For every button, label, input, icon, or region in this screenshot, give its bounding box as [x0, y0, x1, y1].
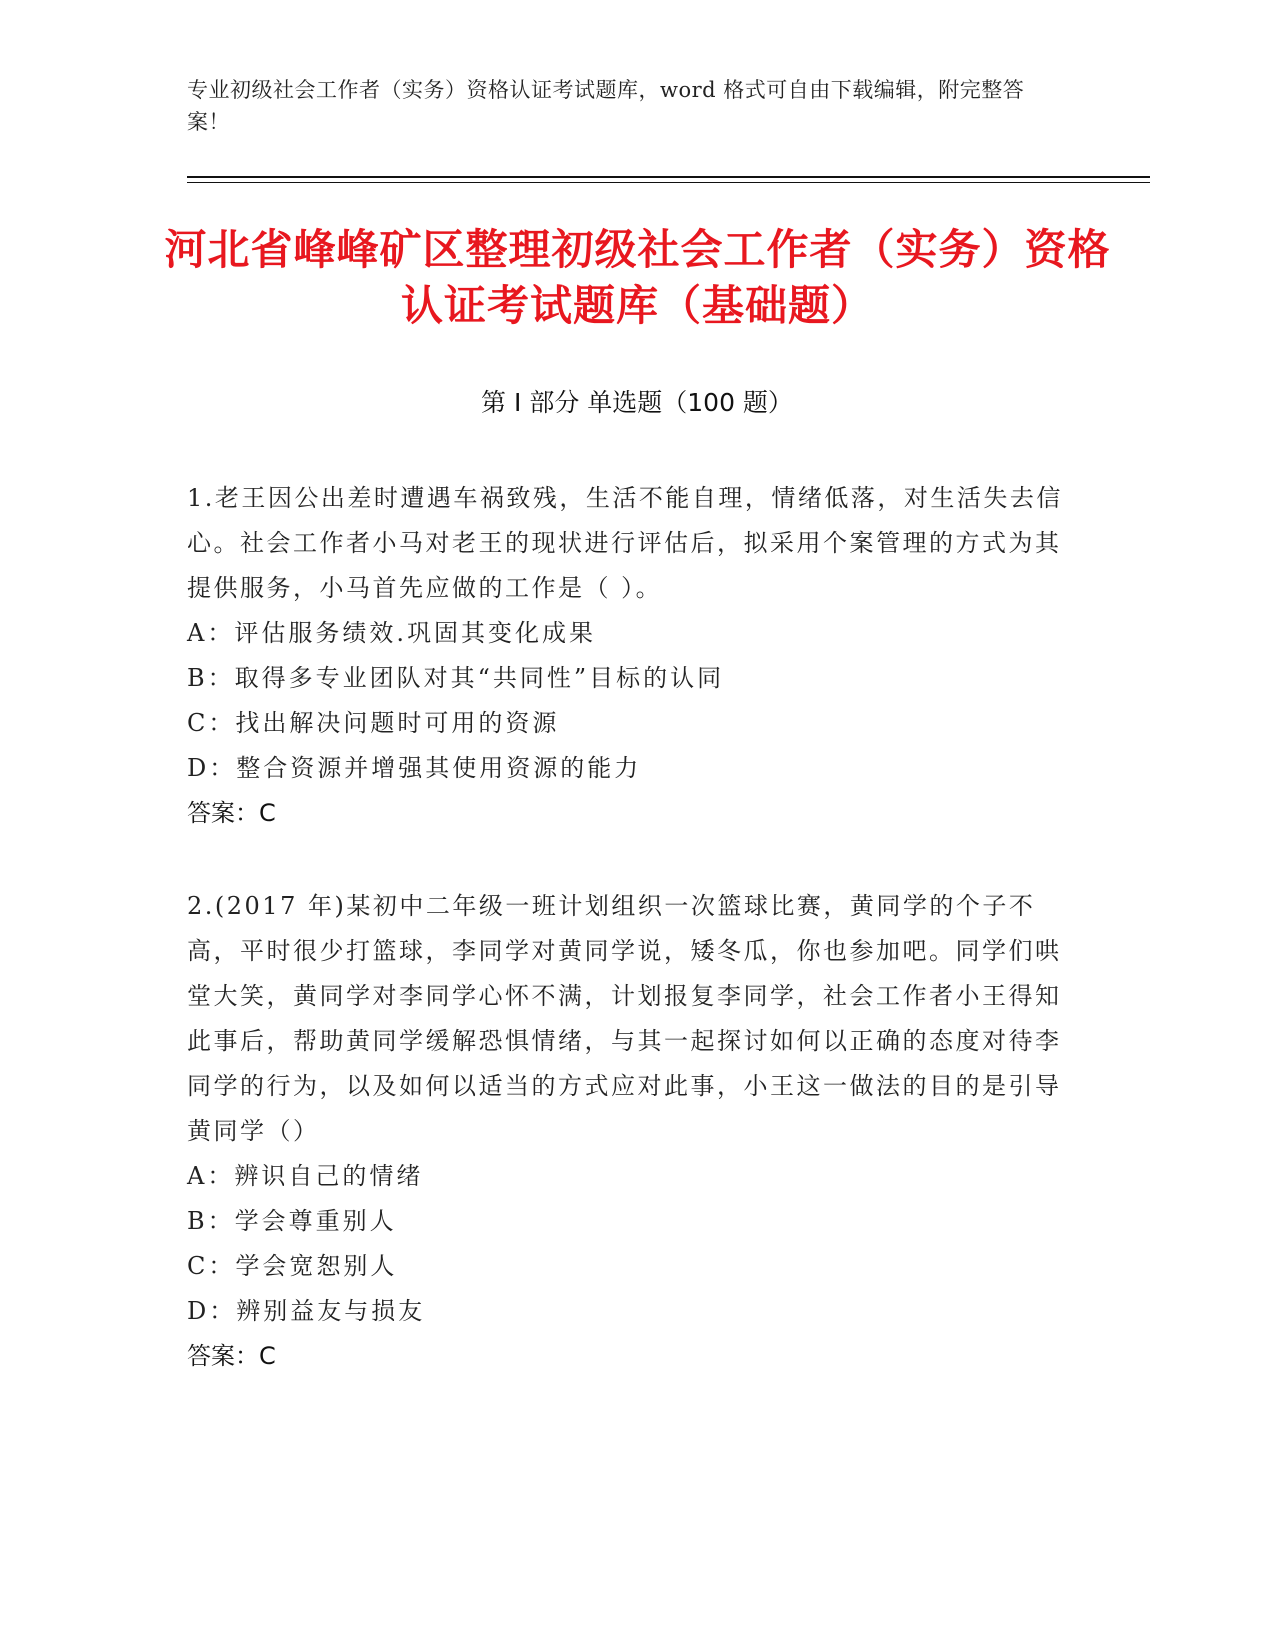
document-title: 河北省峰峰矿区整理初级社会工作者（实务）资格认证考试题库（基础题）: [164, 225, 1111, 330]
option-c: C：找出解决问题时可用的资源: [187, 709, 560, 737]
header-note: 专业初级社会工作者（实务）资格认证考试题库，word 格式可自由下载编辑，附完整答案！: [187, 78, 1025, 134]
question-1: [187, 476, 1067, 836]
option-d: D：辨别益友与损友: [187, 1297, 426, 1325]
option-b: B：取得多专业团队对其“共同性”目标的认同: [187, 664, 725, 692]
header-divider-thick: [187, 176, 1150, 178]
option-b: B：学会尊重别人: [187, 1207, 397, 1235]
answer-line: 答案：C: [187, 1342, 276, 1370]
option-c: C：学会宽恕别人: [187, 1252, 398, 1280]
answer-line: 答案：C: [187, 799, 276, 827]
question-stem: 2.(2017 年)某初中二年级一班计划组织一次篮球比赛，黄同学的个子不高，平时很少打篮球，李同学对黄同学说，矮冬瓜，你也参加吧。同学们哄堂大笑，黄同学对李同学心怀不满，计划报复李同学，社会工作者小王得知此事后，帮助黄同学缓解恐惧情绪，与其一起探讨如何以正确的态度对待李同学的行为，以及如何以适当的方式应对此事，小王这一做法的目的是引导黄同学（）: [187, 892, 1062, 1145]
option-a: A：评估服务绩效.巩固其变化成果: [187, 619, 596, 647]
header-divider-thin: [187, 182, 1150, 183]
section-heading: 第 I 部分 单选题（100 题）: [481, 388, 793, 417]
option-a: A：辨识自己的情绪: [187, 1162, 424, 1190]
question-stem: 1.老王因公出差时遭遇车祸致残，生活不能自理，情绪低落，对生活失去信心。社会工作者小马对老王的现状进行评估后，拟采用个案管理的方式为其提供服务，小马首先应做的工作是（ ）。: [187, 484, 1063, 602]
question-2: [187, 884, 1067, 1379]
option-d: D：整合资源并增强其使用资源的能力: [187, 754, 642, 782]
